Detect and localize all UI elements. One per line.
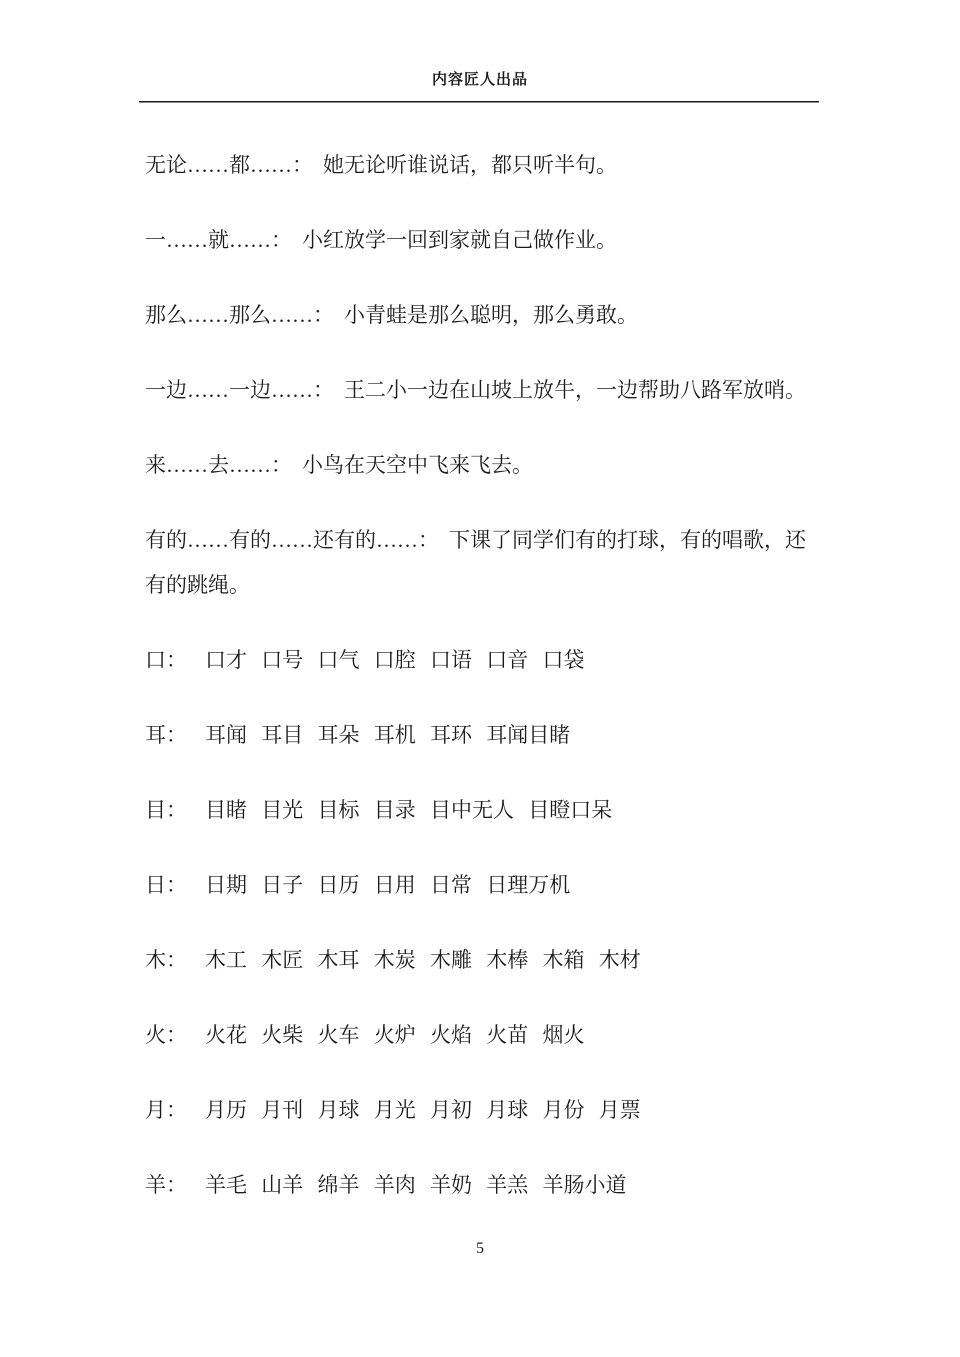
word-list-row (145, 863, 821, 908)
word-list: 木工 木匠 木耳 木炭 木雕 木棒 木箱 木材 (205, 948, 641, 972)
pattern-label: 无论……都……： (145, 153, 313, 177)
radical-label: 日： (145, 873, 187, 897)
pattern-example: 她无论听谁说话，都只听半句。 (323, 153, 617, 177)
word-list: 目睹 目光 目标 目录 目中无人 目瞪口呆 (205, 798, 613, 822)
pattern-example: 小青蛙是那么聪明，那么勇敢。 (344, 303, 638, 327)
word-list-row (145, 1163, 821, 1208)
word-list-row (145, 1088, 821, 1133)
word-list-row (145, 938, 821, 983)
sentence-pattern-row (145, 368, 821, 413)
radical-label: 口： (145, 648, 187, 672)
pattern-label: 有的……有的……还有的……： (145, 528, 439, 552)
radical-label: 目： (145, 798, 187, 822)
page-number: 5 (476, 1240, 484, 1257)
pattern-label: 一……就……： (145, 228, 292, 252)
word-list: 耳闻 耳目 耳朵 耳机 耳环 耳闻目睹 (205, 723, 571, 747)
pattern-example: 王二小一边在山坡上放牛，一边帮助八路军放哨。 (344, 378, 806, 402)
document-body (145, 143, 821, 1238)
word-list: 日期 日子 日历 日用 日常 日理万机 (205, 873, 571, 897)
radical-label: 火： (145, 1023, 187, 1047)
word-list: 火花 火柴 火车 火炉 火焰 火苗 烟火 (205, 1023, 585, 1047)
header-divider-rule (139, 101, 819, 103)
radical-label: 月： (145, 1098, 187, 1122)
document-header-title: 内容匠人出品 (431, 72, 528, 88)
radical-label: 耳： (145, 723, 187, 747)
radical-label: 羊： (145, 1173, 187, 1197)
sentence-pattern-row (145, 443, 821, 488)
word-list-row (145, 638, 821, 683)
word-list: 月历 月刊 月球 月光 月初 月球 月份 月票 (205, 1098, 641, 1122)
sentence-pattern-row (145, 293, 821, 338)
word-list: 口才 口号 口气 口腔 口语 口音 口袋 (205, 648, 585, 672)
word-list: 羊毛 山羊 绵羊 羊肉 羊奶 羊羔 羊肠小道 (205, 1173, 627, 1197)
pattern-example: 小鸟在天空中飞来飞去。 (302, 453, 533, 477)
pattern-example: 小红放学一回到家就自己做作业。 (302, 228, 617, 252)
sentence-pattern-row (145, 218, 821, 263)
radical-label: 木： (145, 948, 187, 972)
pattern-example: 下课了同学们有的打球，有的唱歌，还有的跳绳。 (145, 528, 806, 597)
word-list-row (145, 1013, 821, 1058)
word-list-row (145, 788, 821, 833)
sentence-pattern-row (145, 143, 821, 188)
word-list-row (145, 713, 821, 758)
pattern-label: 那么……那么……： (145, 303, 334, 327)
sentence-pattern-row (145, 518, 821, 608)
pattern-label: 一边……一边……： (145, 378, 334, 402)
pattern-label: 来……去……： (145, 453, 292, 477)
